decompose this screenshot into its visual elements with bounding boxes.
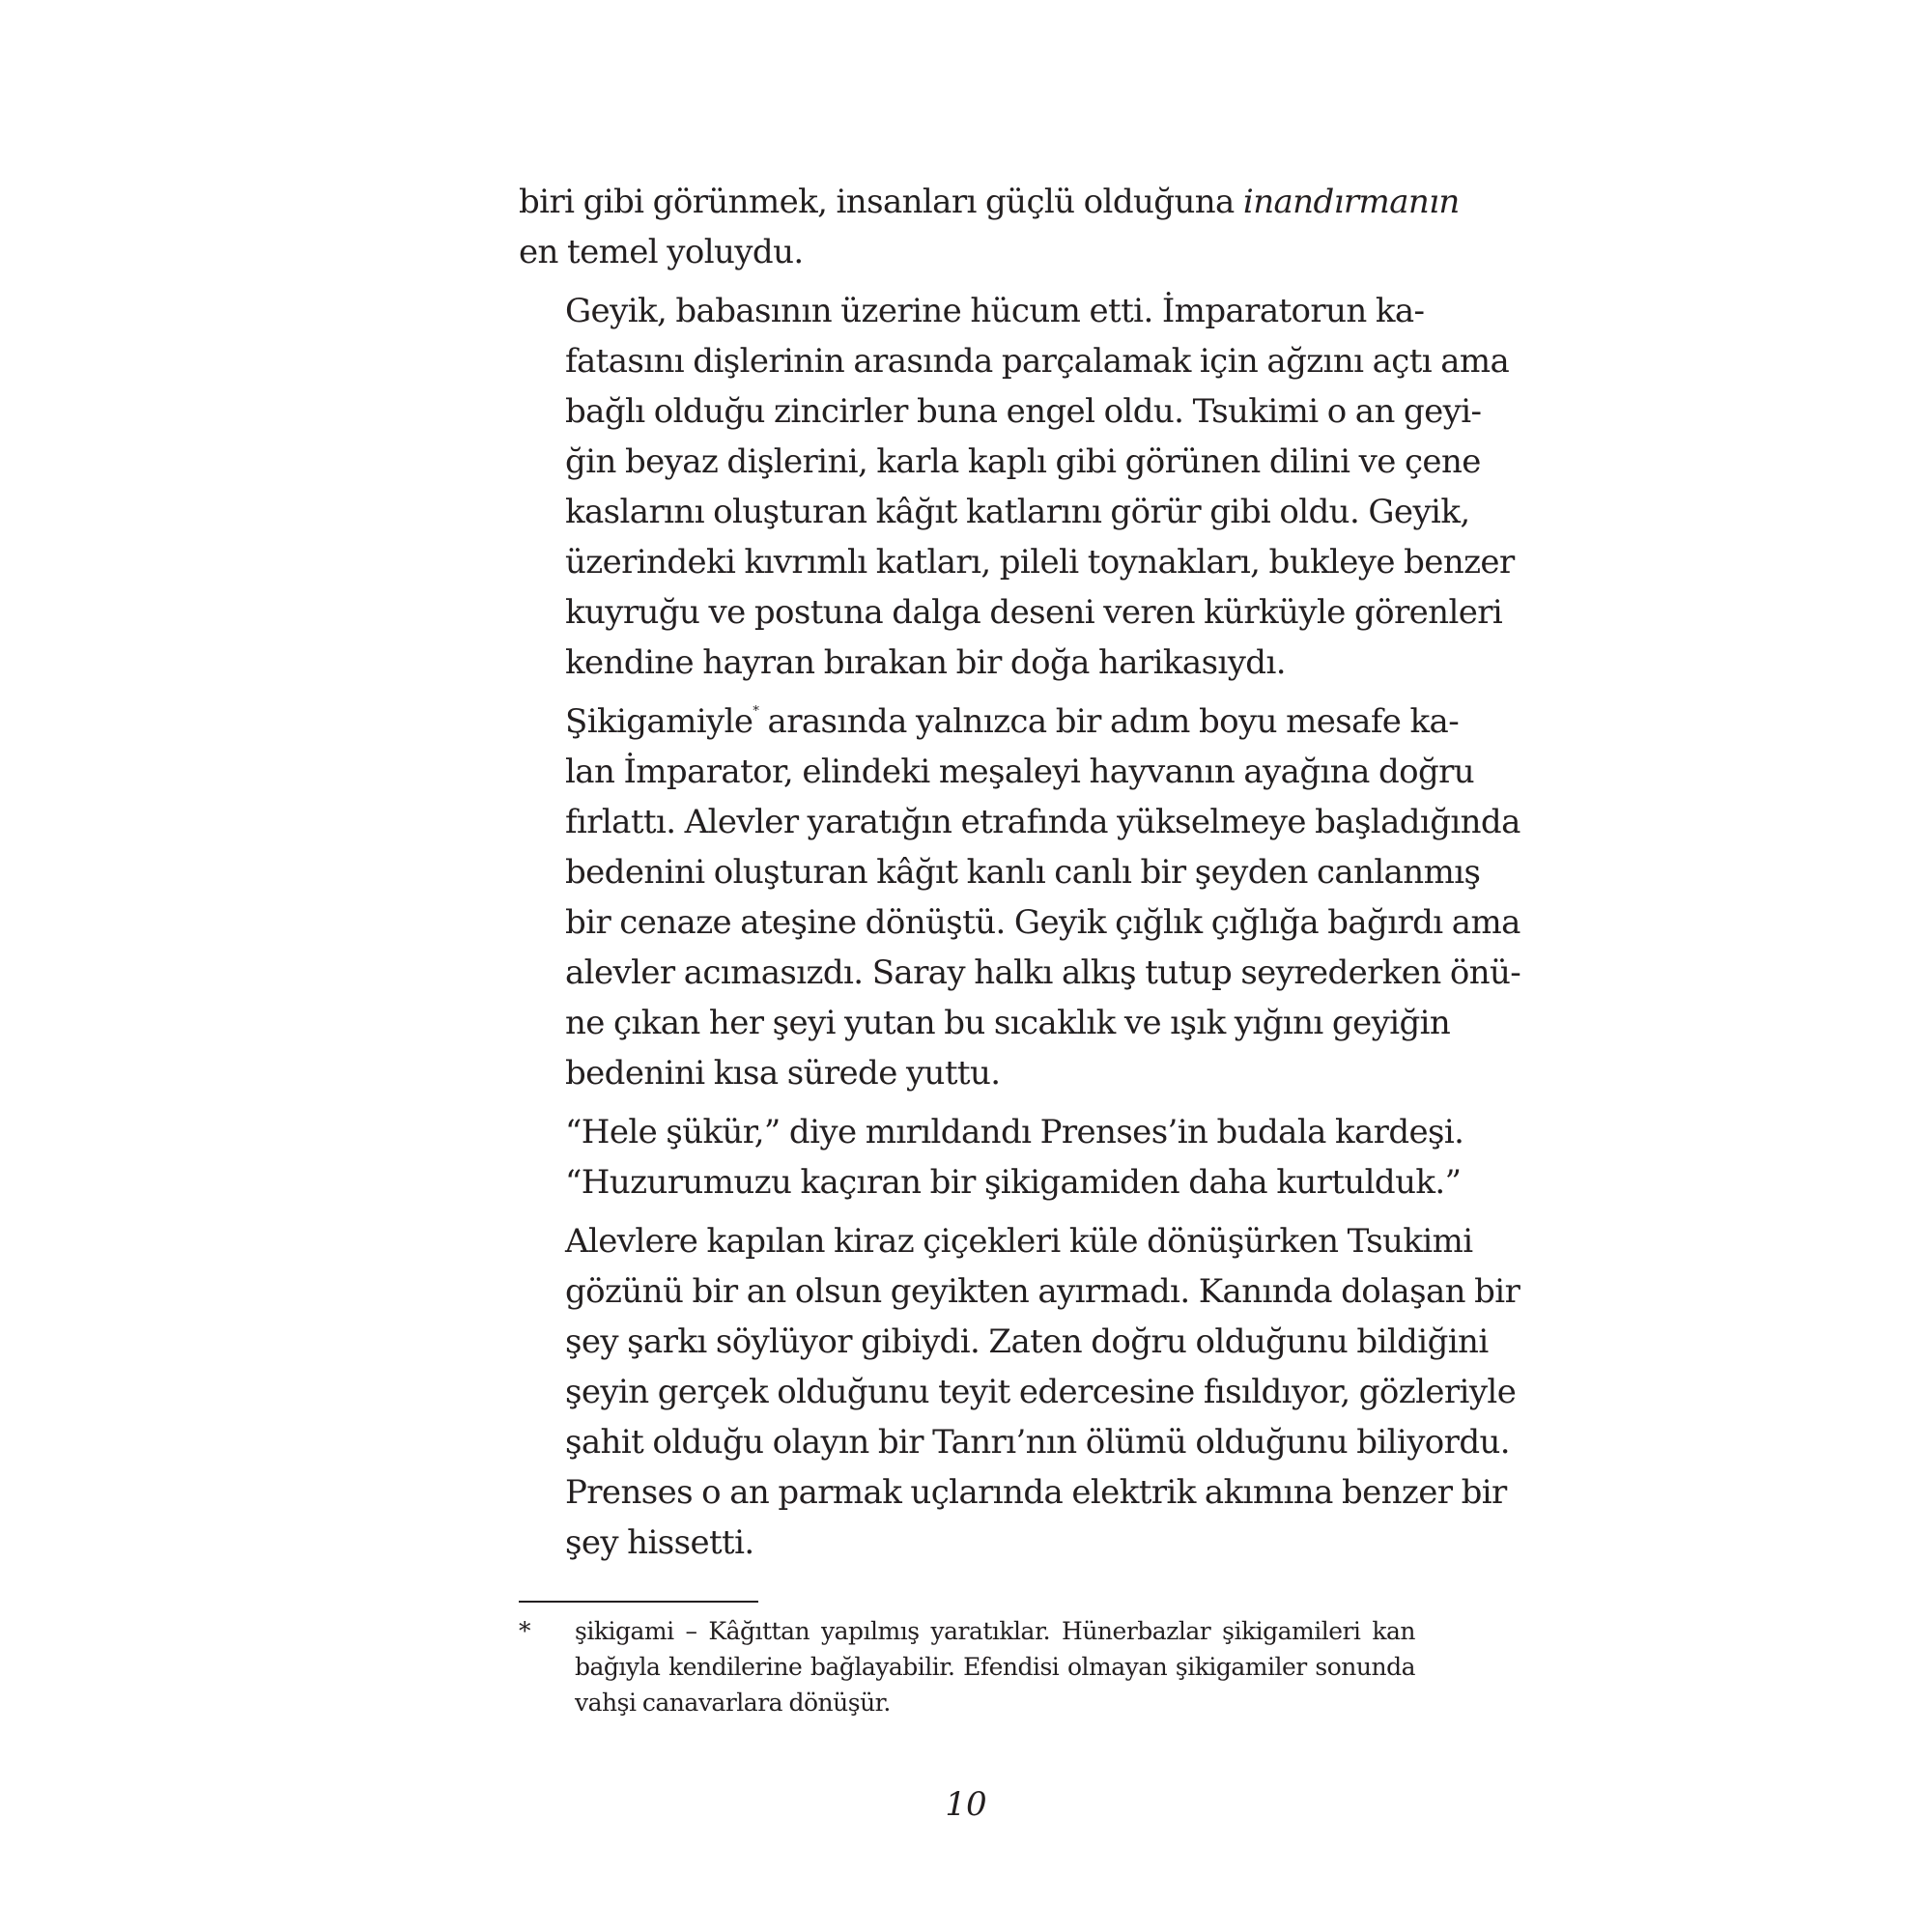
line-text: şey hissetti. — [565, 1523, 754, 1562]
text-line — [519, 1467, 1507, 1518]
line-text-continued: arasında yalnızca bir adım boyu mesafe ka- — [758, 702, 1460, 741]
text-line — [519, 1417, 1510, 1467]
footnote-line: bağıyla kendilerine bağlayabilir. Efendisi olmayan şikigamiler sonunda — [575, 1653, 1415, 1681]
line-text: bağlı olduğu zincirler buna engel oldu. Tsukimi o an geyi- — [565, 392, 1482, 431]
line-text: şeyin gerçek olduğunu teyit edercesine fısıldıyor, gözleriyle — [565, 1373, 1517, 1411]
line-text: kuyruğu ve postuna dalga deseni veren kürküyle görenleri — [565, 593, 1503, 632]
text-line — [519, 177, 1460, 227]
text-line — [519, 998, 1451, 1048]
line-text: kendine hayran bırakan bir doğa harikasıydı. — [565, 643, 1286, 682]
line-text: fatasını dişlerinin arasında parçalamak için ağzını açtı ama — [565, 342, 1510, 381]
paragraph — [519, 696, 1521, 1098]
line-text: şahit olduğu olayın bir Tanrı’nın ölümü olduğunu biliyordu. — [565, 1423, 1510, 1462]
paragraph — [519, 1216, 1520, 1568]
footnote-reference: * — [753, 704, 759, 719]
line-text: gözünü bir an olsun geyikten ayırmadı. Kanında dolaşan bir — [565, 1272, 1520, 1311]
text-line — [519, 948, 1521, 998]
text-line — [519, 487, 1470, 537]
text-line — [519, 1317, 1489, 1367]
text-line — [519, 587, 1503, 638]
text-line — [519, 638, 1415, 688]
text-line — [519, 336, 1510, 386]
line-text: alevler acımasızdı. Saray halkı alkış tutup seyrederken önü- — [565, 953, 1521, 992]
text-line — [519, 1518, 1415, 1568]
text-line — [519, 437, 1481, 487]
line-text: en temel yoluydu. — [519, 233, 804, 271]
text-line — [519, 747, 1475, 797]
line-text: Geyik, babasının üzerine hücum etti. İmparatorun ka- — [565, 292, 1425, 330]
line-text: “Hele şükür,” diye mırıldandı Prenses’in budala kardeşi. — [565, 1113, 1464, 1151]
paragraph — [519, 177, 1460, 277]
text-line — [519, 696, 1460, 747]
line-text: Prenses o an parmak uçlarında elektrik akımına benzer bir — [565, 1473, 1507, 1512]
line-text: Şikigamiyle — [565, 702, 753, 741]
footnote-text — [575, 1613, 1415, 1720]
paragraph — [519, 286, 1515, 688]
text-line — [519, 1157, 1462, 1208]
text-line — [519, 1048, 1415, 1098]
text-line — [519, 1367, 1517, 1417]
footnote-divider — [519, 1601, 758, 1603]
line-text: biri gibi görünmek, insanları güçlü olduğuna — [519, 183, 1243, 221]
line-text: bir cenaze ateşine dönüştü. Geyik çığlık çığlığa bağırdı ama — [565, 903, 1520, 942]
text-line — [519, 1216, 1473, 1266]
text-line — [519, 847, 1481, 897]
text-line — [519, 537, 1515, 587]
line-text: ğin beyaz dişlerini, karla kaplı gibi görünen dilini ve çene — [565, 442, 1481, 481]
text-line — [519, 227, 1415, 277]
line-text: kaslarını oluşturan kâğıt katlarını görür gibi oldu. Geyik, — [565, 493, 1470, 531]
page-number: 10 — [945, 1785, 987, 1824]
line-text: “Huzurumuzu kaçıran bir şikigamiden daha kurtulduk.” — [565, 1163, 1462, 1202]
footnote — [519, 1613, 1415, 1720]
text-line — [519, 897, 1520, 948]
line-text: bedenini kısa sürede yuttu. — [565, 1054, 1001, 1093]
text-line — [519, 386, 1482, 437]
body-text — [519, 177, 1521, 1577]
line-text: fırlattı. Alevler yaratığın etrafında yükselmeye başladığında — [565, 803, 1520, 841]
italic-text: inandırmanın — [1242, 183, 1460, 221]
footnote-line: vahşi canavarlara dönüşür. — [575, 1689, 891, 1717]
text-line — [519, 286, 1425, 336]
line-text: lan İmparator, elindeki meşaleyi hayvanın ayağına doğru — [565, 753, 1475, 791]
footnote-marker: * — [519, 1617, 530, 1645]
line-text: ne çıkan her şeyi yutan bu sıcaklık ve ışık yığını geyiğin — [565, 1004, 1451, 1042]
footnote-line: şikigami – Kâğıttan yapılmış yaratıklar. Hünerbazlar şikigamileri kan — [575, 1617, 1415, 1645]
line-text: bedenini oluşturan kâğıt kanlı canlı bir şeyden canlanmış — [565, 853, 1481, 892]
text-line — [519, 1107, 1464, 1157]
line-text: üzerindeki kıvrımlı katları, pileli toynakları, bukleye benzer — [565, 543, 1515, 582]
paragraph — [519, 1107, 1464, 1208]
text-line — [519, 797, 1520, 847]
line-text: Alevlere kapılan kiraz çiçekleri küle dönüşürken Tsukimi — [565, 1222, 1473, 1261]
line-text: şey şarkı söylüyor gibiydi. Zaten doğru olduğunu bildiğini — [565, 1322, 1489, 1361]
text-line — [519, 1266, 1520, 1317]
